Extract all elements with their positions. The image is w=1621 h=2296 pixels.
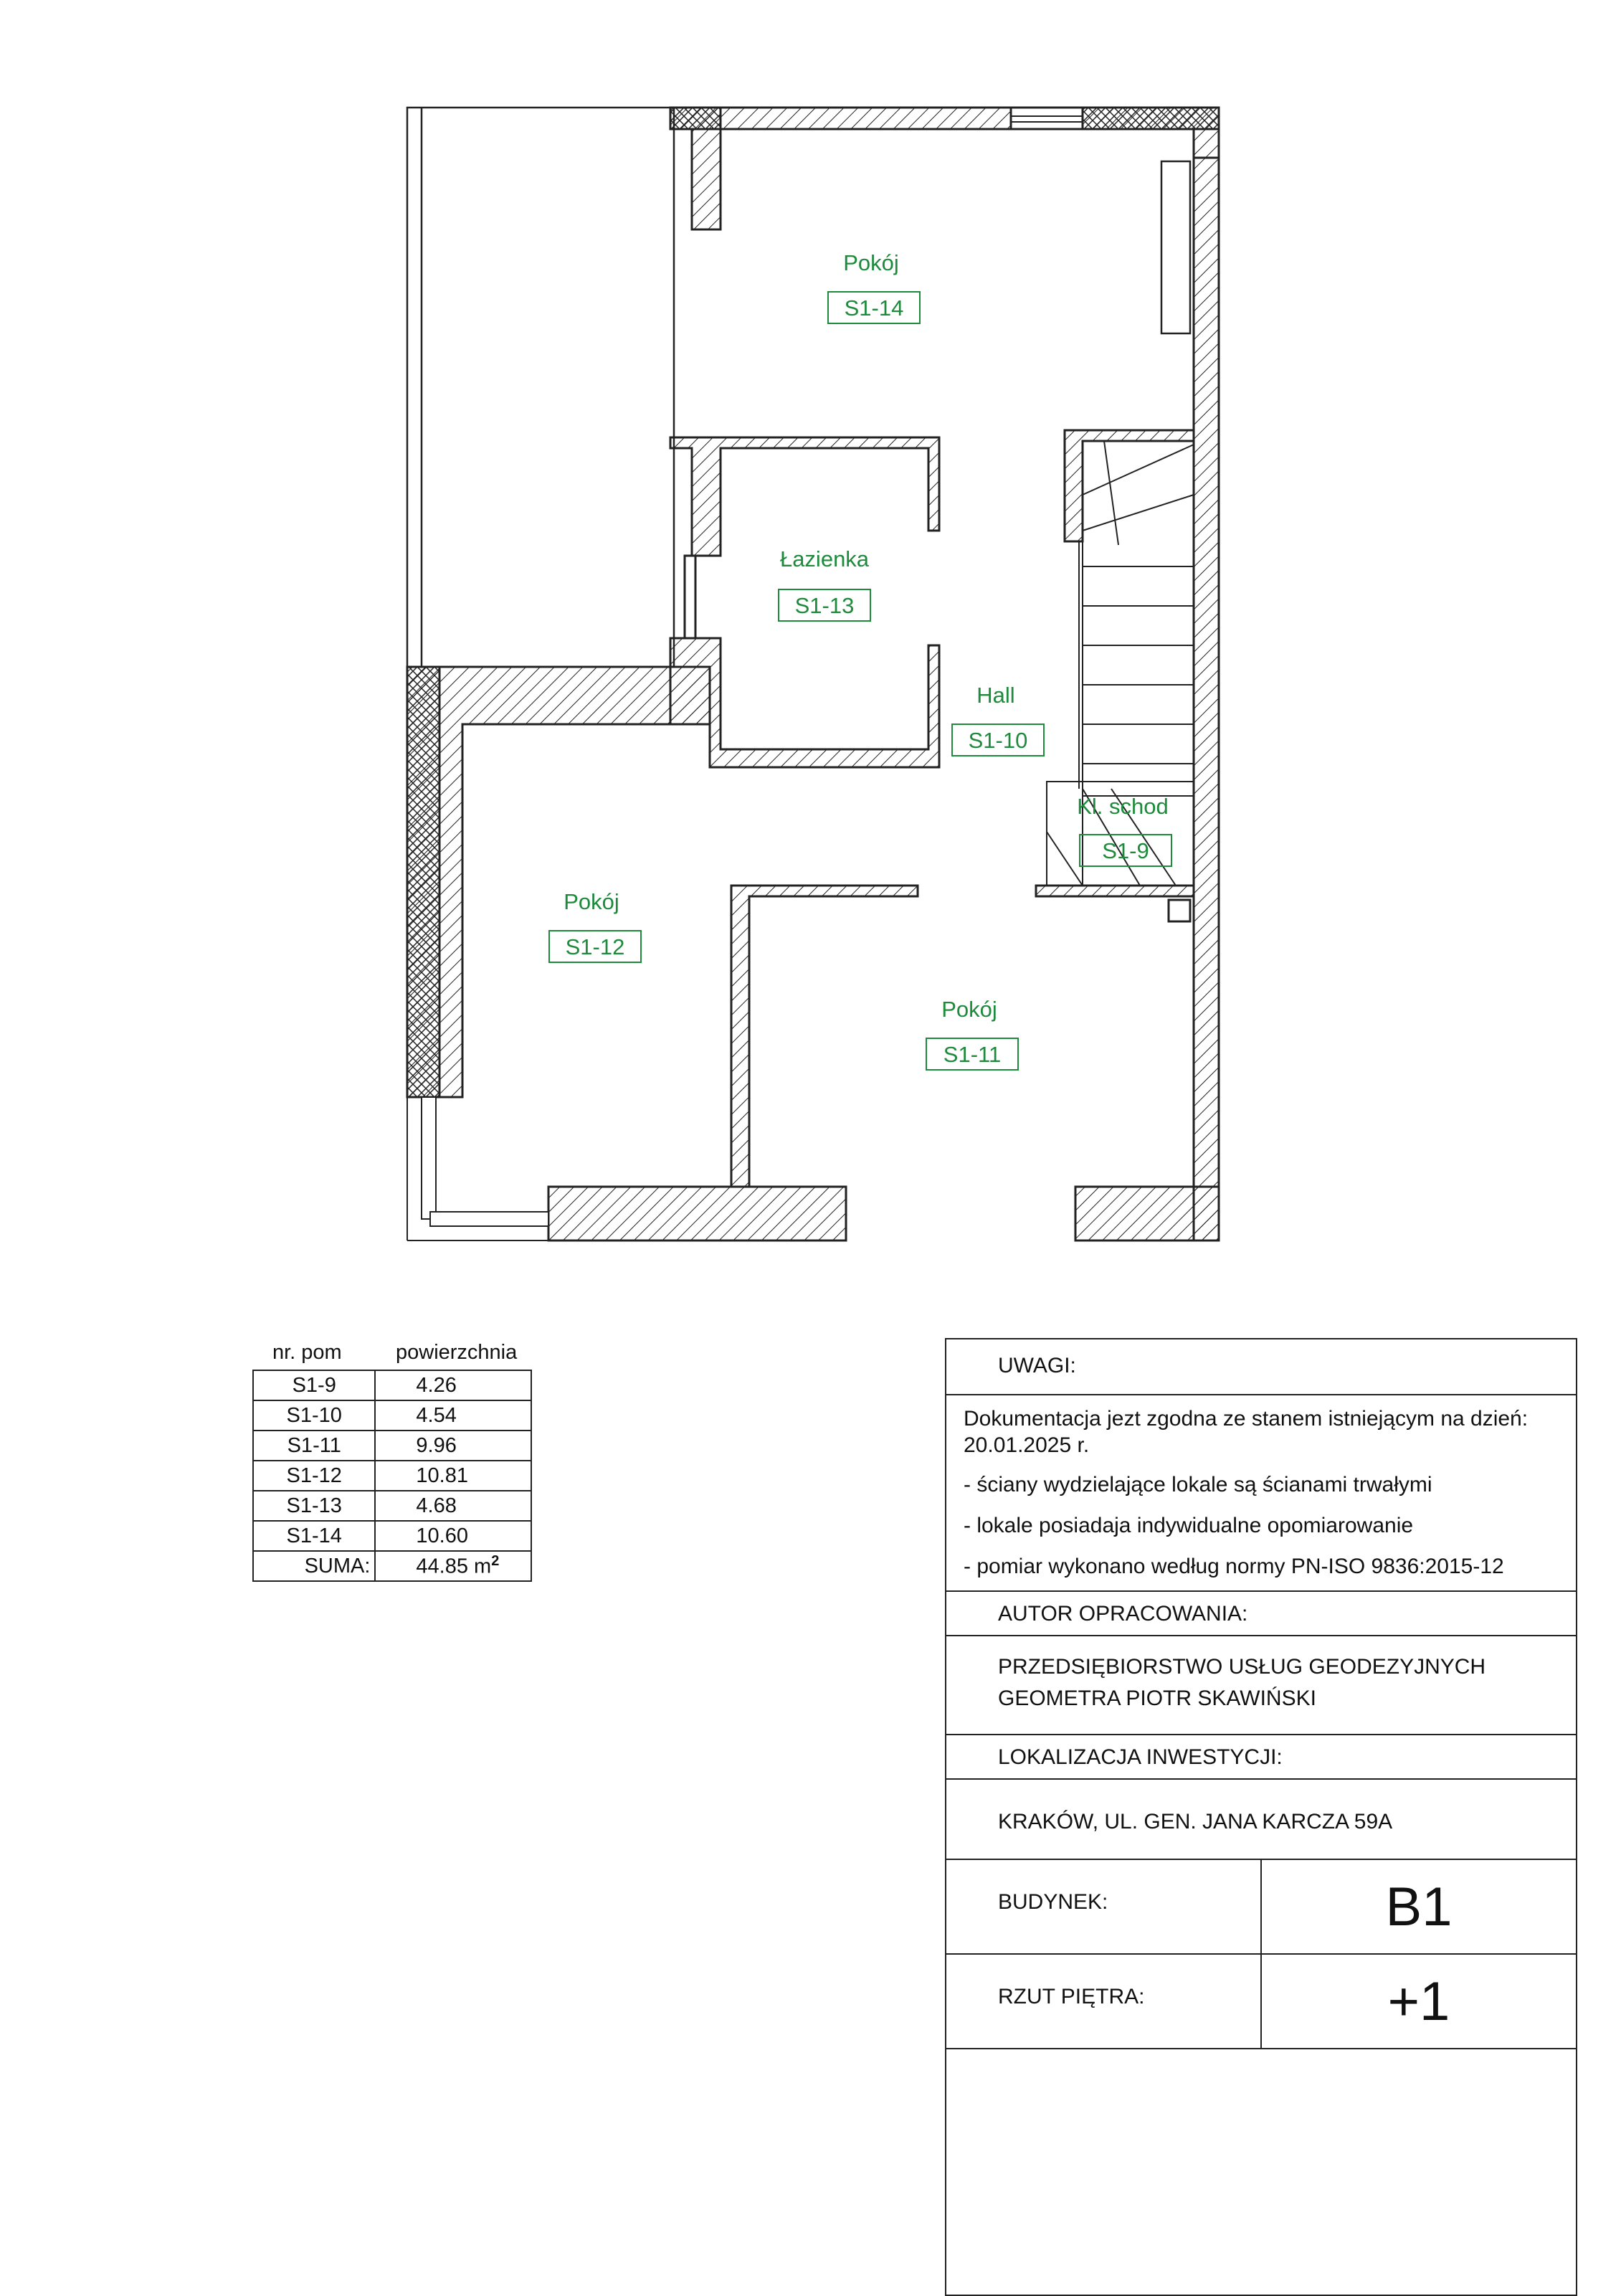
blank-section [946,2049,1576,2293]
building-row [946,1860,1576,1955]
room-label-s1-10 [952,683,1044,756]
sum-row [253,1551,531,1581]
note-item: - pomiar wykonano według normy PN-ISO 9836:2015-12 [964,1555,1504,1578]
area-table-header [252,1338,532,1370]
room-name: Kl. schod [1077,794,1169,819]
room-code: S1-9 [1102,838,1149,863]
notes-header [946,1339,1576,1395]
room-code: S1-14 [844,295,904,321]
room-name: Hall [976,683,1015,708]
floor-value-cell [1262,1955,1576,2048]
room-name: Pokój [843,250,899,275]
floor-label-cell [946,1955,1262,2048]
sum-unit-sup: 2 [491,1553,500,1570]
building-label-cell [946,1860,1262,1953]
room-label-s1-13 [779,546,870,621]
area-cell: 4.26 [375,1370,531,1400]
author-header [946,1592,1576,1636]
author-label: AUTOR OPRACOWANIA: [998,1602,1248,1626]
room-cell: S1-12 [253,1461,375,1491]
area-cell: 4.68 [375,1491,531,1521]
room-name: Pokój [564,889,619,914]
notes-intro: Dokumentacja jezt zgodna ze stanem istniejącym na dzień: 20.01.2025 r. [964,1407,1529,1457]
col-room-header: nr. pom [272,1341,342,1364]
room-label-s1-11 [926,997,1018,1070]
floor-value: +1 [1387,1971,1450,2032]
room-code: S1-10 [968,728,1028,753]
floor-label: RZUT PIĘTRA: [998,1985,1145,2008]
top-window [1011,108,1083,129]
building-value-cell [1262,1860,1576,1953]
location-header [946,1735,1576,1780]
title-block [945,1338,1577,2296]
author-line1: PRZEDSIĘBIORSTWO USŁUG GEODEZYJNYCH [998,1655,1486,1679]
floor-row [946,1955,1576,2049]
author-section [946,1636,1576,1735]
notes-label: UWAGI: [998,1354,1076,1377]
room-name: Łazienka [779,546,870,571]
notes-section [946,1395,1576,1592]
corner-window [407,1097,548,1240]
room-code: S1-11 [943,1042,1002,1067]
table-row [253,1491,531,1521]
area-cell: 10.81 [375,1461,531,1491]
room-cell: S1-13 [253,1491,375,1521]
external-walls [407,108,1219,1240]
table-row [253,1400,531,1431]
note-item: - lokale posiadaja indywidualne opomiarowanie [964,1514,1414,1537]
area-table [252,1338,532,1582]
table-row [253,1370,531,1400]
sum-label: SUMA: [253,1551,375,1581]
sum-value: 44.85 m [416,1555,492,1578]
table-row [253,1431,531,1461]
room-label-s1-12 [549,889,641,962]
room-code: S1-12 [565,934,625,959]
area-table-grid [252,1370,532,1582]
table-row [253,1461,531,1491]
room-cell: S1-9 [253,1370,375,1400]
col-area-header: powierzchnia [396,1341,518,1364]
area-cell: 9.96 [375,1431,531,1461]
balcony-outline [407,108,674,667]
author-line2: GEOMETRA PIOTR SKAWIŃSKI [998,1687,1316,1710]
note-item: - ściany wydzielające lokale są ścianami trwałymi [964,1473,1432,1496]
area-cell: 10.60 [375,1521,531,1551]
room-code: S1-13 [794,593,855,618]
building-label: BUDYNEK: [998,1890,1108,1914]
room-label-s1-14 [828,250,920,323]
table-row [253,1521,531,1551]
location-label: LOKALIZACJA INWESTYCJI: [998,1745,1283,1769]
room-name: Pokój [941,997,997,1022]
location-value: KRAKÓW, UL. GEN. JANA KARCZA 59A [998,1810,1393,1834]
location-section [946,1780,1576,1860]
building-value: B1 [1385,1877,1453,1937]
room-cell: S1-14 [253,1521,375,1551]
area-cell: 4.54 [375,1400,531,1431]
sum-value-cell [375,1551,531,1581]
room-cell: S1-11 [253,1431,375,1461]
room-cell: S1-10 [253,1400,375,1431]
room-label-s1-9 [1077,794,1171,866]
